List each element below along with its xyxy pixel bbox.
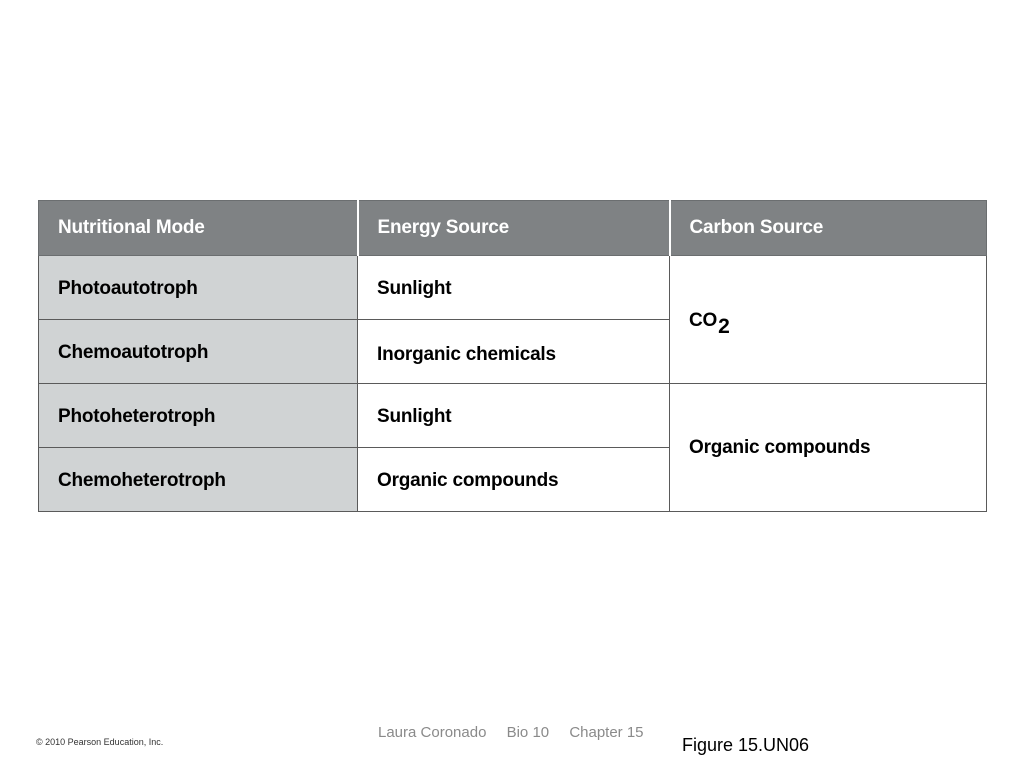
footer-author: Laura Coronado: [378, 724, 487, 741]
energy-cell: Inorganic chemicals: [358, 320, 670, 384]
mode-cell: Photoheterotroph: [39, 384, 358, 448]
copyright-credit: © 2010 Pearson Education, Inc.: [36, 737, 164, 747]
carbon-cell-heterotroph: Organic compounds: [670, 384, 987, 512]
table-row: [39, 384, 987, 448]
figure-label: Figure 15.UN06: [682, 735, 810, 755]
footer-chapter: Chapter 15: [569, 724, 644, 741]
energy-cell: Organic compounds: [358, 448, 670, 512]
carbon-cell-autotroph: [670, 256, 987, 384]
table-header-row: [39, 201, 987, 256]
table-row: [39, 256, 987, 320]
mode-cell: Photoautotroph: [39, 256, 358, 320]
energy-cell: Sunlight: [358, 256, 670, 320]
footer-course: Bio 10: [506, 724, 550, 741]
co2-base: CO: [689, 309, 718, 331]
header-carbon-source: Carbon Source: [670, 201, 987, 256]
nutrition-table: [38, 200, 987, 512]
co2-subscript: 2: [718, 314, 730, 338]
header-energy-source: Energy Source: [358, 201, 670, 256]
energy-cell: Sunlight: [358, 384, 670, 448]
mode-cell: Chemoheterotroph: [39, 448, 358, 512]
header-nutritional-mode: Nutritional Mode: [39, 201, 358, 256]
mode-cell: Chemoautotroph: [39, 320, 358, 384]
slide-footer: [378, 724, 660, 741]
co2-formula: [689, 308, 730, 338]
